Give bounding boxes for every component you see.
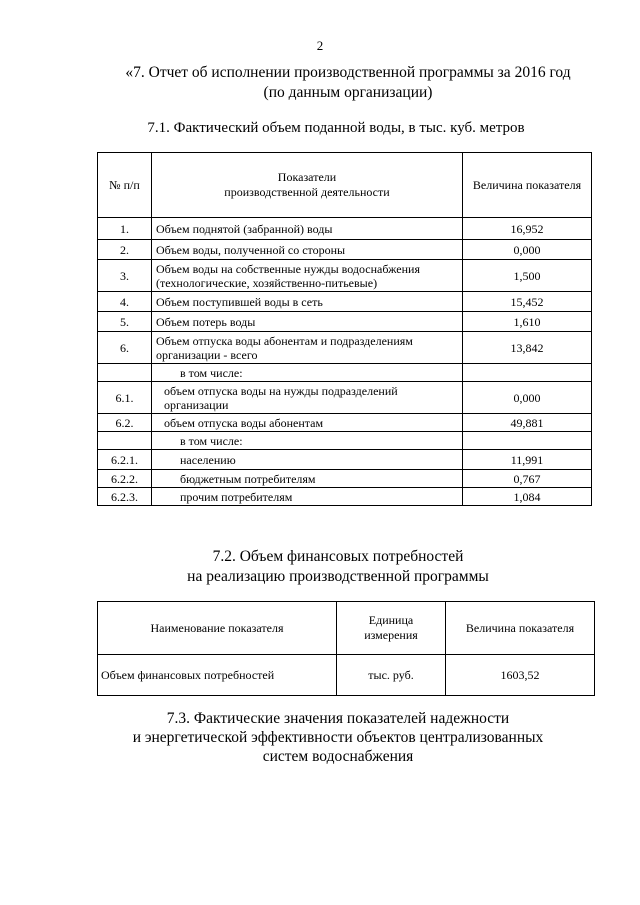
row-value (463, 432, 592, 450)
row-number: 2. (98, 240, 152, 260)
finance-header-unit (337, 602, 446, 655)
table-row (98, 312, 592, 332)
row-value: 0,000 (463, 382, 592, 414)
header-indicator-line1: Показатели (277, 170, 337, 184)
table-row (98, 240, 592, 260)
finance-table (97, 601, 595, 696)
section-72-title-line1: 7.2. Объем финансовых потребностей (212, 548, 464, 565)
row-number: 4. (98, 292, 152, 312)
finance-header-value: Величина показателя (446, 602, 595, 655)
row-number: 3. (98, 260, 152, 292)
row-number (98, 364, 152, 382)
section-72-title-line2: на реализацию производственной программы (187, 568, 489, 585)
table-row (98, 292, 592, 312)
main-heading-line2: (по данным организации) (263, 84, 433, 101)
finance-header-unit-line2: измерения (364, 628, 418, 642)
main-heading-line1: «7. Отчет об исполнении производственной программы за 2016 год (125, 64, 571, 81)
row-number: 6.2.3. (98, 488, 152, 506)
table-row (98, 260, 592, 292)
row-indicator (152, 240, 463, 260)
section-73-title (18, 709, 640, 766)
row-indicator (152, 312, 463, 332)
table-row (98, 218, 592, 240)
row-indicator-line1: прочим потребителям (180, 489, 293, 504)
main-heading (28, 63, 640, 103)
section-73-title-line2: и энергетической эффективности объектов централизованных (132, 729, 544, 746)
section-73-title-line1: 7.3. Фактические значения показателей надежности (166, 710, 510, 727)
section-72-title (18, 547, 640, 587)
row-number: 6.2.1. (98, 450, 152, 470)
row-value: 0,767 (463, 470, 592, 488)
row-indicator-line1: Объем воды, полученной со стороны (156, 242, 346, 257)
row-indicator-line1: Объем поднятой (забранной) воды (156, 221, 333, 236)
header-value: Величина показателя (463, 153, 592, 218)
row-indicator-line2: организации - всего (156, 347, 258, 362)
row-indicator-line1: объем отпуска воды абонентам (164, 415, 324, 430)
row-indicator-line1: бюджетным потребителям (180, 471, 316, 486)
table-row (98, 488, 592, 506)
row-value (463, 364, 592, 382)
row-indicator-line2: (технологические, хозяйственно-питьевые) (156, 275, 378, 290)
row-indicator-line1: Объем воды на собственные нужды водоснабжения (156, 261, 420, 276)
row-value: 1,500 (463, 260, 592, 292)
finance-row-value: 1603,52 (446, 655, 595, 696)
row-indicator (152, 260, 463, 292)
row-indicator-line1: Объем поступившей воды в сеть (156, 294, 323, 309)
finance-row (98, 655, 595, 696)
header-num: № п/п (98, 153, 152, 218)
row-number: 6.1. (98, 382, 152, 414)
header-indicator-line2: производственной деятельности (224, 185, 390, 199)
row-indicator (152, 450, 463, 470)
row-indicator-line1: населению (180, 452, 236, 467)
row-number: 6.2. (98, 414, 152, 432)
row-indicator-line1: в том числе: (180, 365, 243, 380)
row-value: 11,991 (463, 450, 592, 470)
row-indicator (152, 382, 463, 414)
water-volume-table (97, 152, 592, 506)
row-indicator (152, 432, 463, 450)
row-value: 0,000 (463, 240, 592, 260)
section-71-title: 7.1. Фактический объем поданной воды, в тыс. куб. метров (147, 120, 525, 136)
table-row (98, 470, 592, 488)
finance-header-unit-line1: Единица (368, 613, 414, 627)
finance-row-unit: тыс. руб. (337, 655, 446, 696)
header-indicator (152, 153, 463, 218)
finance-header-name: Наименование показателя (98, 602, 337, 655)
row-indicator (152, 364, 463, 382)
row-indicator (152, 414, 463, 432)
finance-header-row (98, 602, 595, 655)
row-indicator (152, 292, 463, 312)
row-indicator-line1: в том числе: (180, 433, 243, 448)
row-value: 49,881 (463, 414, 592, 432)
row-indicator (152, 488, 463, 506)
section-73-title-line3: систем водоснабжения (262, 748, 414, 765)
row-value: 1,610 (463, 312, 592, 332)
row-indicator-line1: Объем потерь воды (156, 314, 256, 329)
row-value: 1,084 (463, 488, 592, 506)
row-number: 1. (98, 218, 152, 240)
row-indicator (152, 332, 463, 364)
row-number: 5. (98, 312, 152, 332)
table-row (98, 382, 592, 414)
table-row (98, 432, 592, 450)
table-row (98, 332, 592, 364)
water-table-body (98, 218, 592, 506)
row-value: 16,952 (463, 218, 592, 240)
table-header-row (98, 153, 592, 218)
row-value: 13,842 (463, 332, 592, 364)
page-number: 2 (316, 38, 324, 53)
table-row (98, 450, 592, 470)
table-row (98, 414, 592, 432)
table-row (98, 364, 592, 382)
row-number: 6. (98, 332, 152, 364)
row-indicator-line1: Объем отпуска воды абонентам и подразделениям (156, 333, 413, 348)
row-indicator (152, 470, 463, 488)
row-number (98, 432, 152, 450)
row-value: 15,452 (463, 292, 592, 312)
row-number: 6.2.2. (98, 470, 152, 488)
row-indicator-line1: объем отпуска воды на нужды подразделений (164, 383, 398, 398)
row-indicator-line2: организации (164, 397, 229, 412)
finance-row-name: Объем финансовых потребностей (98, 655, 337, 696)
row-indicator (152, 218, 463, 240)
